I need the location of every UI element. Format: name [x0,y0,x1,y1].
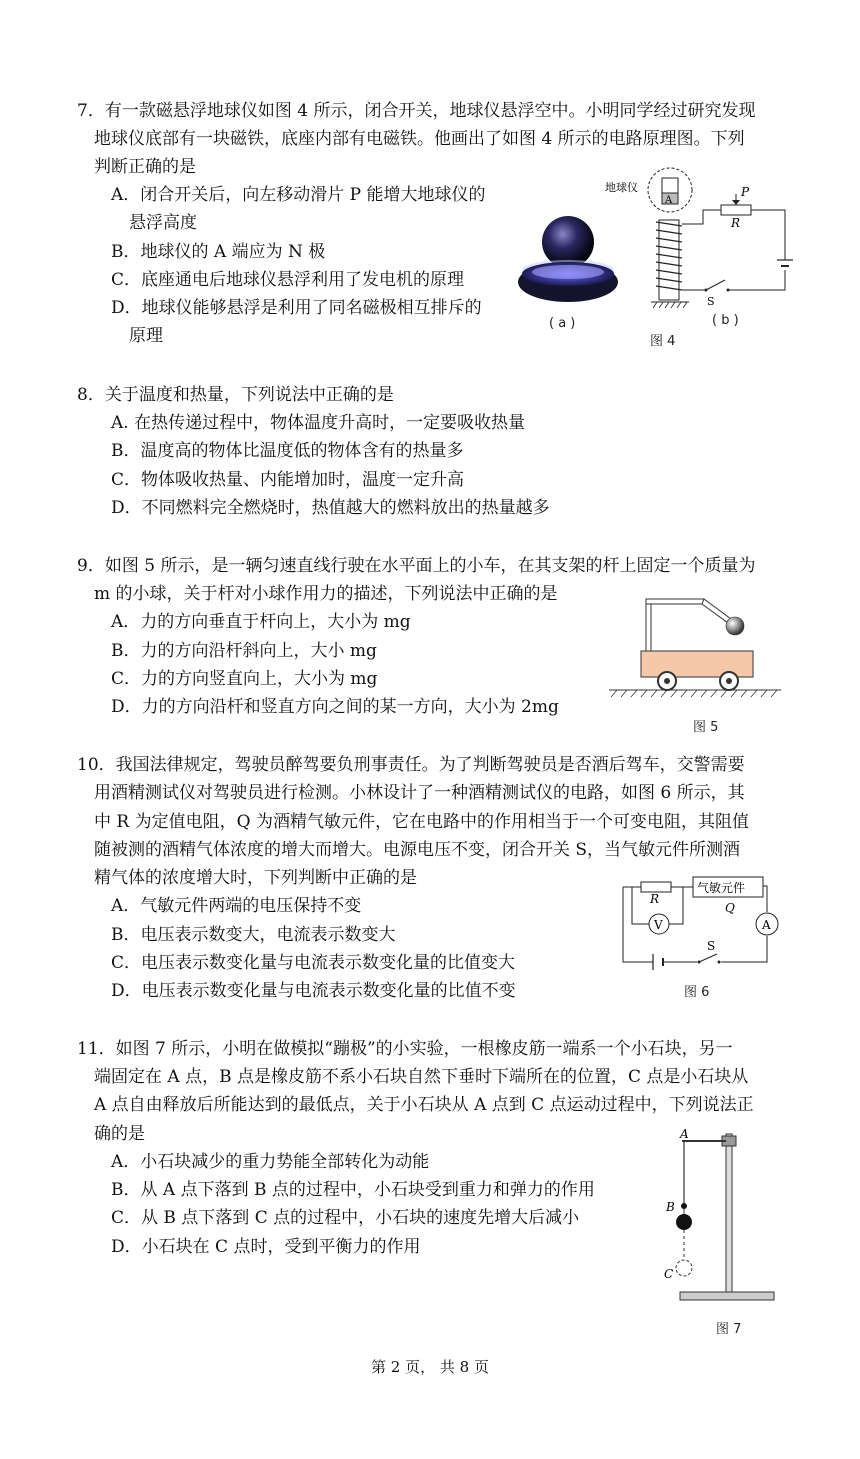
point-c-label: C [664,1267,674,1281]
q9-option-c: C．力的方向竖直向上，大小为 mg [111,669,378,689]
q7-option-b: B．地球仪的 A 端应为 N 极 [111,242,326,262]
page-footer: 第 2 页， 共 8 页 [371,1358,489,1376]
figure-4b-circuit [603,164,803,312]
q7-stem-line-2: 地球仪底部有一块磁铁，底座内部有电磁铁。他画出了如图 4 所示的电路原理图。下列 [94,129,745,149]
sensor-q-label: Q [725,901,735,915]
q11-option-a: A．小石块减少的重力势能全部转化为动能 [111,1152,430,1172]
figure-4-caption: 图 4 [650,334,676,349]
q10-stem-line-3: 中 R 为定值电阻，Q 为酒精气敏元件，它在电路中的作用相当于一个可变电阻，其阻值 [94,812,749,832]
point-a-label: A [680,1127,689,1141]
q10-option-b: B．电压表示数变大，电流表示数变大 [111,925,396,945]
q8-option-c: C．物体吸收热量、内能增加时，温度一定升高 [111,470,465,490]
q11-stem-line-1: 11．如图 7 所示，小明在做模拟“蹦极”的小实验，一根橡皮筋一端系一个小石块，另一 [77,1039,733,1059]
figure-7-bungee-stand [660,1126,780,1308]
q10-option-c: C．电压表示数变化量与电流表示数变化量的比值变大 [111,953,516,973]
q7-option-a-cont: 悬浮高度 [129,213,197,233]
slider-p-label: P [741,185,750,199]
figure-5-cart [605,593,785,705]
q7-stem-line-1: 7．有一款磁悬浮地球仪如图 4 所示，闭合开关，地球仪悬浮空中。小明同学经过研究发现 [77,101,756,121]
figure-5-caption: 图 5 [693,720,719,735]
q11-option-d: D．小石块在 C 点时，受到平衡力的作用 [111,1237,421,1257]
q10-stem-line-4: 随被测的酒精气体浓度的增大而增大。电源电压不变，闭合开关 S，当气敏元件所测酒 [94,840,741,860]
q7-option-c: C．底座通电后地球仪悬浮利用了发电机的原理 [111,270,465,290]
gas-sensor-label: 气敏元件 [697,881,746,895]
q10-stem-line-2: 用酒精测试仪对驾驶员进行检测。小林设计了一种酒精测试仪的电路，如图 6 所示，其 [94,783,745,803]
point-b-label: B [666,1200,675,1214]
q7-option-d-cont: 原理 [129,326,163,346]
q11-option-c: C．从 B 点下落到 C 点的过程中，小石块的速度先增大后减小 [111,1208,580,1228]
resistor-r-label: R [650,892,660,906]
q10-option-a: A．气敏元件两端的电压保持不变 [111,896,362,916]
rheostat-r-label: R [731,216,741,230]
q8-option-d: D．不同燃料完全燃烧时，热值越大的燃料放出的热量越多 [111,498,550,518]
q8-option-a: A. 在热传递过程中，物体温度升高时，一定要吸收热量 [111,413,526,433]
q11-stem-line-3: A 点自由释放后所能达到的最低点，关于小石块从 A 点到 C 点运动过程中，下列说法正 [94,1095,754,1115]
q7-option-a: A．闭合开关后，向左移动滑片 P 能增大地球仪的 [111,185,486,205]
q8-stem: 8．关于温度和热量，下列说法中正确的是 [77,385,394,405]
q7-stem-line-3: 判断正确的是 [94,157,196,177]
q8-option-b: B．温度高的物体比温度低的物体含有的热量多 [111,441,464,461]
q10-option-d: D．电压表示数变化量与电流表示数变化量的比值不变 [111,981,516,1001]
q9-option-b: B．力的方向沿杆斜向上，大小 mg [111,641,377,661]
switch-s-label: S [707,295,715,308]
q10-stem-line-1: 10．我国法律规定，驾驶员醉驾要负刑事责任。为了判断驾驶员是否酒后驾车，交警需要 [77,755,745,775]
figure-6-circuit [617,872,785,972]
q9-option-d: D．力的方向沿杆和竖直方向之间的某一方向，大小为 2mg [111,697,559,717]
q9-stem-line-1: 9．如图 5 所示，是一辆匀速直线行驶在水平面上的小车，在其支架的杆上固定一个质量为 [77,556,756,576]
figure-4a-caption: ( a ) [549,316,576,331]
q9-option-a: A．力的方向垂直于杆向上，大小为 mg [111,612,411,632]
q11-stem-line-2: 端固定在 A 点，B 点是橡皮筋不系小石块自然下垂时下端所在的位置，C 点是小石块从 [94,1067,749,1087]
ammeter-a-label: A [762,918,771,932]
magnet-a-label: A [665,195,673,206]
q10-stem-line-5: 精气体的浓度增大时，下列判断中正确的是 [94,868,417,888]
switch-s-label-fig6: S [707,939,716,953]
globe-label: 地球仪 [605,181,638,194]
q11-stem-line-4: 确的是 [94,1124,145,1144]
figure-7-caption: 图 7 [716,1322,742,1337]
figure-4b-caption: ( b ) [712,313,739,328]
q11-option-b: B．从 A 点下落到 B 点的过程中，小石块受到重力和弹力的作用 [111,1180,595,1200]
q9-stem-line-2: m 的小球，关于杆对小球作用力的描述，下列说法中正确的是 [94,584,558,604]
figure-6-caption: 图 6 [684,985,710,1000]
voltmeter-v-label: V [654,918,663,932]
q7-option-d: D．地球仪能够悬浮是利用了同名磁极相互排斥的 [111,298,482,318]
